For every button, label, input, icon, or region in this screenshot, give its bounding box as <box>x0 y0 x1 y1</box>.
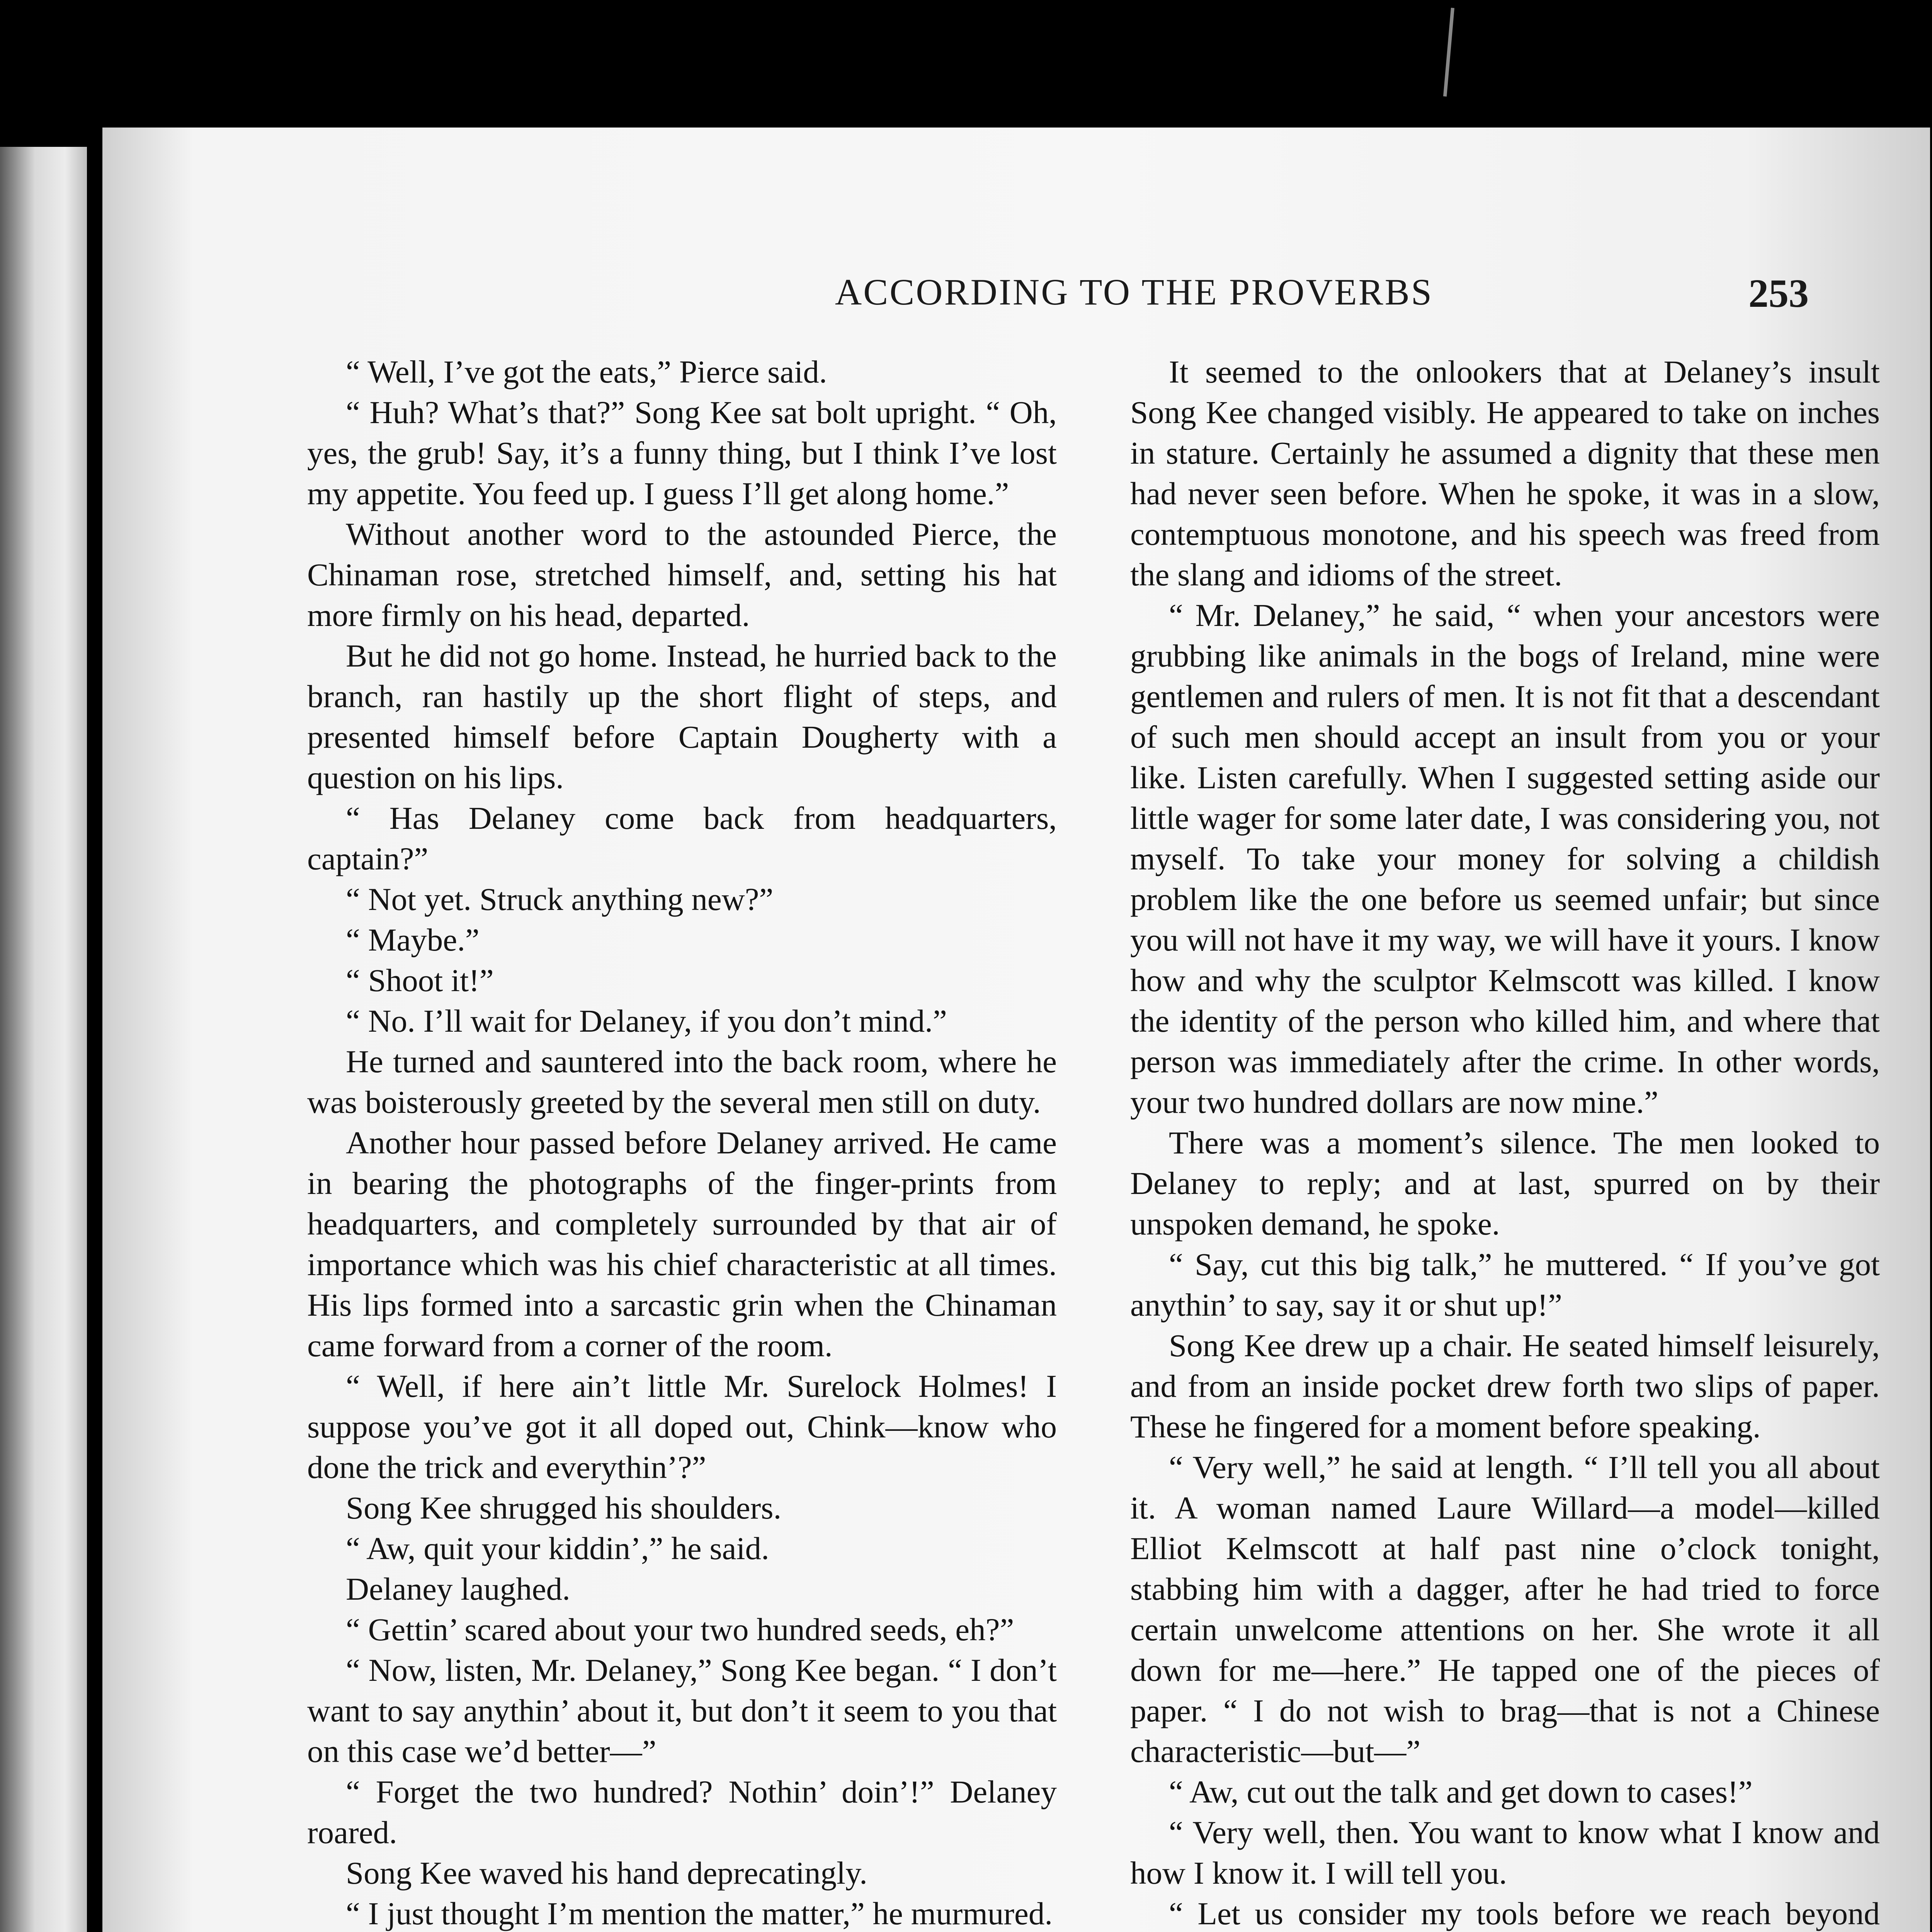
paragraph: “ Let us consider my tools before we reach beyond <box>1169 1896 1880 1931</box>
paragraph: Song Kee shrugged his shoulders. <box>346 1490 782 1526</box>
paragraph: It seemed to the onlookers that at Delaney’s insult Song Kee changed visibly. He appeared to take on inches in stature. Certainly he assumed a dignity that these men had never seen before. When he spoke, it was in a slow, contemptuous monotone, and his speech was freed from the slang and idioms of the street. <box>1130 354 1880 592</box>
left-text-column <box>307 352 1057 1932</box>
paragraph: There was a moment’s silence. The men looked to Delaney to reply; and at last, spurred on by their unspoken demand, he spoke. <box>1130 1125 1880 1242</box>
paragraph: “ Very well, then. You want to know what I know and how I know it. I will tell you. <box>1130 1815 1880 1891</box>
running-head <box>102 270 1930 348</box>
paragraph: Delaney laughed. <box>346 1571 570 1607</box>
paragraph: Without another word to the astounded Pierce, the Chinaman rose, stretched himself, and, setting his hat more firmly on his head, departed. <box>307 516 1057 633</box>
paragraph: “ Not yet. Struck anything new?” <box>346 881 774 917</box>
paragraph: “ No. I’ll wait for Delaney, if you don’t mind.” <box>346 1003 947 1039</box>
paragraph: “ Say, cut this big talk,” he muttered. “ If you’ve got anythin’ to say, say it or shut up!” <box>1130 1247 1880 1323</box>
running-head-title: ACCORDING TO THE PROVERBS <box>835 271 1434 313</box>
page-number: 253 <box>1748 271 1809 316</box>
paragraph: “ Gettin’ scared about your two hundred seeds, eh?” <box>346 1612 1014 1647</box>
right-text-column <box>1130 352 1880 1932</box>
paragraph: “ Aw, cut out the talk and get down to cases!” <box>1169 1774 1753 1810</box>
paragraph: “ Huh? What’s that?” Song Kee sat bolt upright. “ Oh, yes, the grub! Say, it’s a funny thing, but I think I’ve lost my appetite. You feed up. I guess I’ll get along home.” <box>307 395 1057 511</box>
paragraph: “ Forget the two hundred? Nothin’ doin’!” Delaney roared. <box>307 1774 1057 1850</box>
paragraph: But he did not go home. Instead, he hurried back to the branch, ran hastily up the short flight of steps, and presented himself before Captain Dougherty with a question on his lips. <box>307 638 1057 795</box>
previous-page-edge <box>0 147 87 1932</box>
book-page <box>102 128 1930 1932</box>
paragraph: He turned and sauntered into the back room, where he was boisterously greeted by the several men still on duty. <box>307 1044 1057 1120</box>
paragraph: “ Well, if here ain’t little Mr. Surelock Holmes! I suppose you’ve got it all doped out, Chink—know who done the trick and everythin’?” <box>307 1368 1057 1485</box>
paragraph: “ Now, listen, Mr. Delaney,” Song Kee began. “ I don’t want to say anythin’ about it, but don’t it seem to you that on this case we’d better—” <box>307 1652 1057 1769</box>
paragraph: “ I just thought I’m mention the matter,” he murmured. <box>346 1896 1053 1931</box>
paragraph: Song Kee drew up a chair. He seated himself leisurely, and from an inside pocket drew forth two slips of paper. These he fingered for a moment before speaking. <box>1130 1328 1880 1444</box>
paragraph: “ Shoot it!” <box>346 963 494 998</box>
paragraph: Another hour passed before Delaney arrived. He came in bearing the photographs of the finger-prints from headquarters, and completely surrounded by that air of importance which was his chief characteristic at all times. His lips formed into a sarcastic grin when the Chinaman came forward from a corner of the room. <box>307 1125 1057 1363</box>
paragraph: “ Maybe.” <box>346 922 480 957</box>
paragraph: Song Kee waved his hand deprecatingly. <box>346 1855 867 1891</box>
paragraph: “ Well, I’ve got the eats,” Pierce said. <box>346 354 827 389</box>
paragraph: “ Very well,” he said at length. “ I’ll tell you all about it. A woman named Laure Willard—a model—killed Elliot Kelmscott at half past nine o’clock tonight, stabbing him with a dagger, after he had tried to force certain unwelcome attentions on her. She wrote it all down for me—here.” He tapped one of the pieces of paper. “ I do not wish to brag—that is not a Chinese characteristic—but—” <box>1130 1449 1880 1769</box>
paragraph: “ Aw, quit your kiddin’,” he said. <box>346 1531 769 1566</box>
scanner-mark <box>1443 8 1454 97</box>
paragraph: “ Mr. Delaney,” he said, “ when your ancestors were grubbing like animals in the bogs of Ireland, mine were gentlemen and rulers of men. It is not fit that a descendant of such men should accept an insult from you or your like. Listen carefully. When I suggested setting aside our little wager for some later date, I was considering you, not myself. To take your money for solving a childish problem like the one before us seemed unfair; but since you will not have it my way, we will have it yours. I know how and why the sculptor Kelmscott was killed. I know the identity of the person who killed him, and where that person was immediately after the crime. In other words, your two hundred dollars are now mine.” <box>1130 597 1880 1120</box>
paragraph: “ Has Delaney come back from headquarters, captain?” <box>307 800 1057 876</box>
